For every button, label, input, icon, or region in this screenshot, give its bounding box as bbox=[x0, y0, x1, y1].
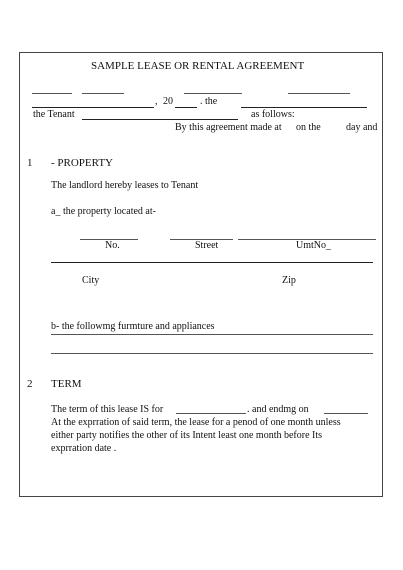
blank-line bbox=[288, 93, 350, 94]
address-street-label: Street bbox=[195, 240, 219, 251]
city-zip-line bbox=[51, 262, 373, 263]
section-heading-property: - PROPERTY bbox=[51, 157, 113, 169]
term-line-4: exprration date . bbox=[51, 443, 117, 454]
furniture-line-2 bbox=[51, 353, 373, 354]
header-the: . the bbox=[200, 96, 218, 107]
property-item-a: a_ the property located at- bbox=[51, 206, 156, 217]
tenant-label: the Tenant bbox=[33, 109, 75, 120]
furniture-line-1 bbox=[51, 334, 373, 335]
zip-label: Zip bbox=[282, 275, 296, 286]
blank-line bbox=[184, 93, 242, 94]
lease-document-page bbox=[19, 52, 383, 497]
term-start-blank bbox=[176, 413, 246, 414]
address-number-label: No. bbox=[105, 240, 120, 251]
term-line-3: either party notifies the other of its Intent least one month before Its bbox=[51, 430, 323, 441]
blank-line bbox=[241, 107, 367, 108]
property-item-b: b- the followmg furmture and appliances bbox=[51, 321, 215, 332]
header-comma: , bbox=[155, 96, 158, 107]
year-blank-line bbox=[175, 107, 197, 108]
address-unit-label: UmtNo_ bbox=[296, 240, 331, 251]
day-and-text: day and bbox=[346, 122, 378, 133]
blank-line bbox=[32, 107, 154, 108]
section-number-term: 2 bbox=[27, 378, 33, 390]
as-follows-text: as follows: bbox=[251, 109, 295, 120]
section-number-property: 1 bbox=[27, 157, 33, 169]
header-year: 20 bbox=[163, 96, 173, 107]
tenant-name-line bbox=[82, 119, 238, 120]
term-line-1-start: The term of this lease IS for bbox=[51, 404, 164, 415]
term-line-1-mid: . and endmg on bbox=[247, 404, 309, 415]
section-heading-term: TERM bbox=[51, 378, 82, 390]
blank-line bbox=[82, 93, 124, 94]
on-the-text: on the bbox=[296, 122, 321, 133]
blank-line bbox=[32, 93, 72, 94]
document-title: SAMPLE LEASE OR RENTAL AGREEMENT bbox=[91, 60, 305, 72]
term-end-blank bbox=[324, 413, 368, 414]
term-line-2: At the exprration of said term, the lease for a penod of one month unless bbox=[51, 417, 341, 428]
city-label: City bbox=[82, 275, 100, 286]
property-intro-text: The landlord hereby leases to Tenant bbox=[51, 180, 199, 191]
agreement-made-text: By this agreement made at bbox=[175, 122, 282, 133]
